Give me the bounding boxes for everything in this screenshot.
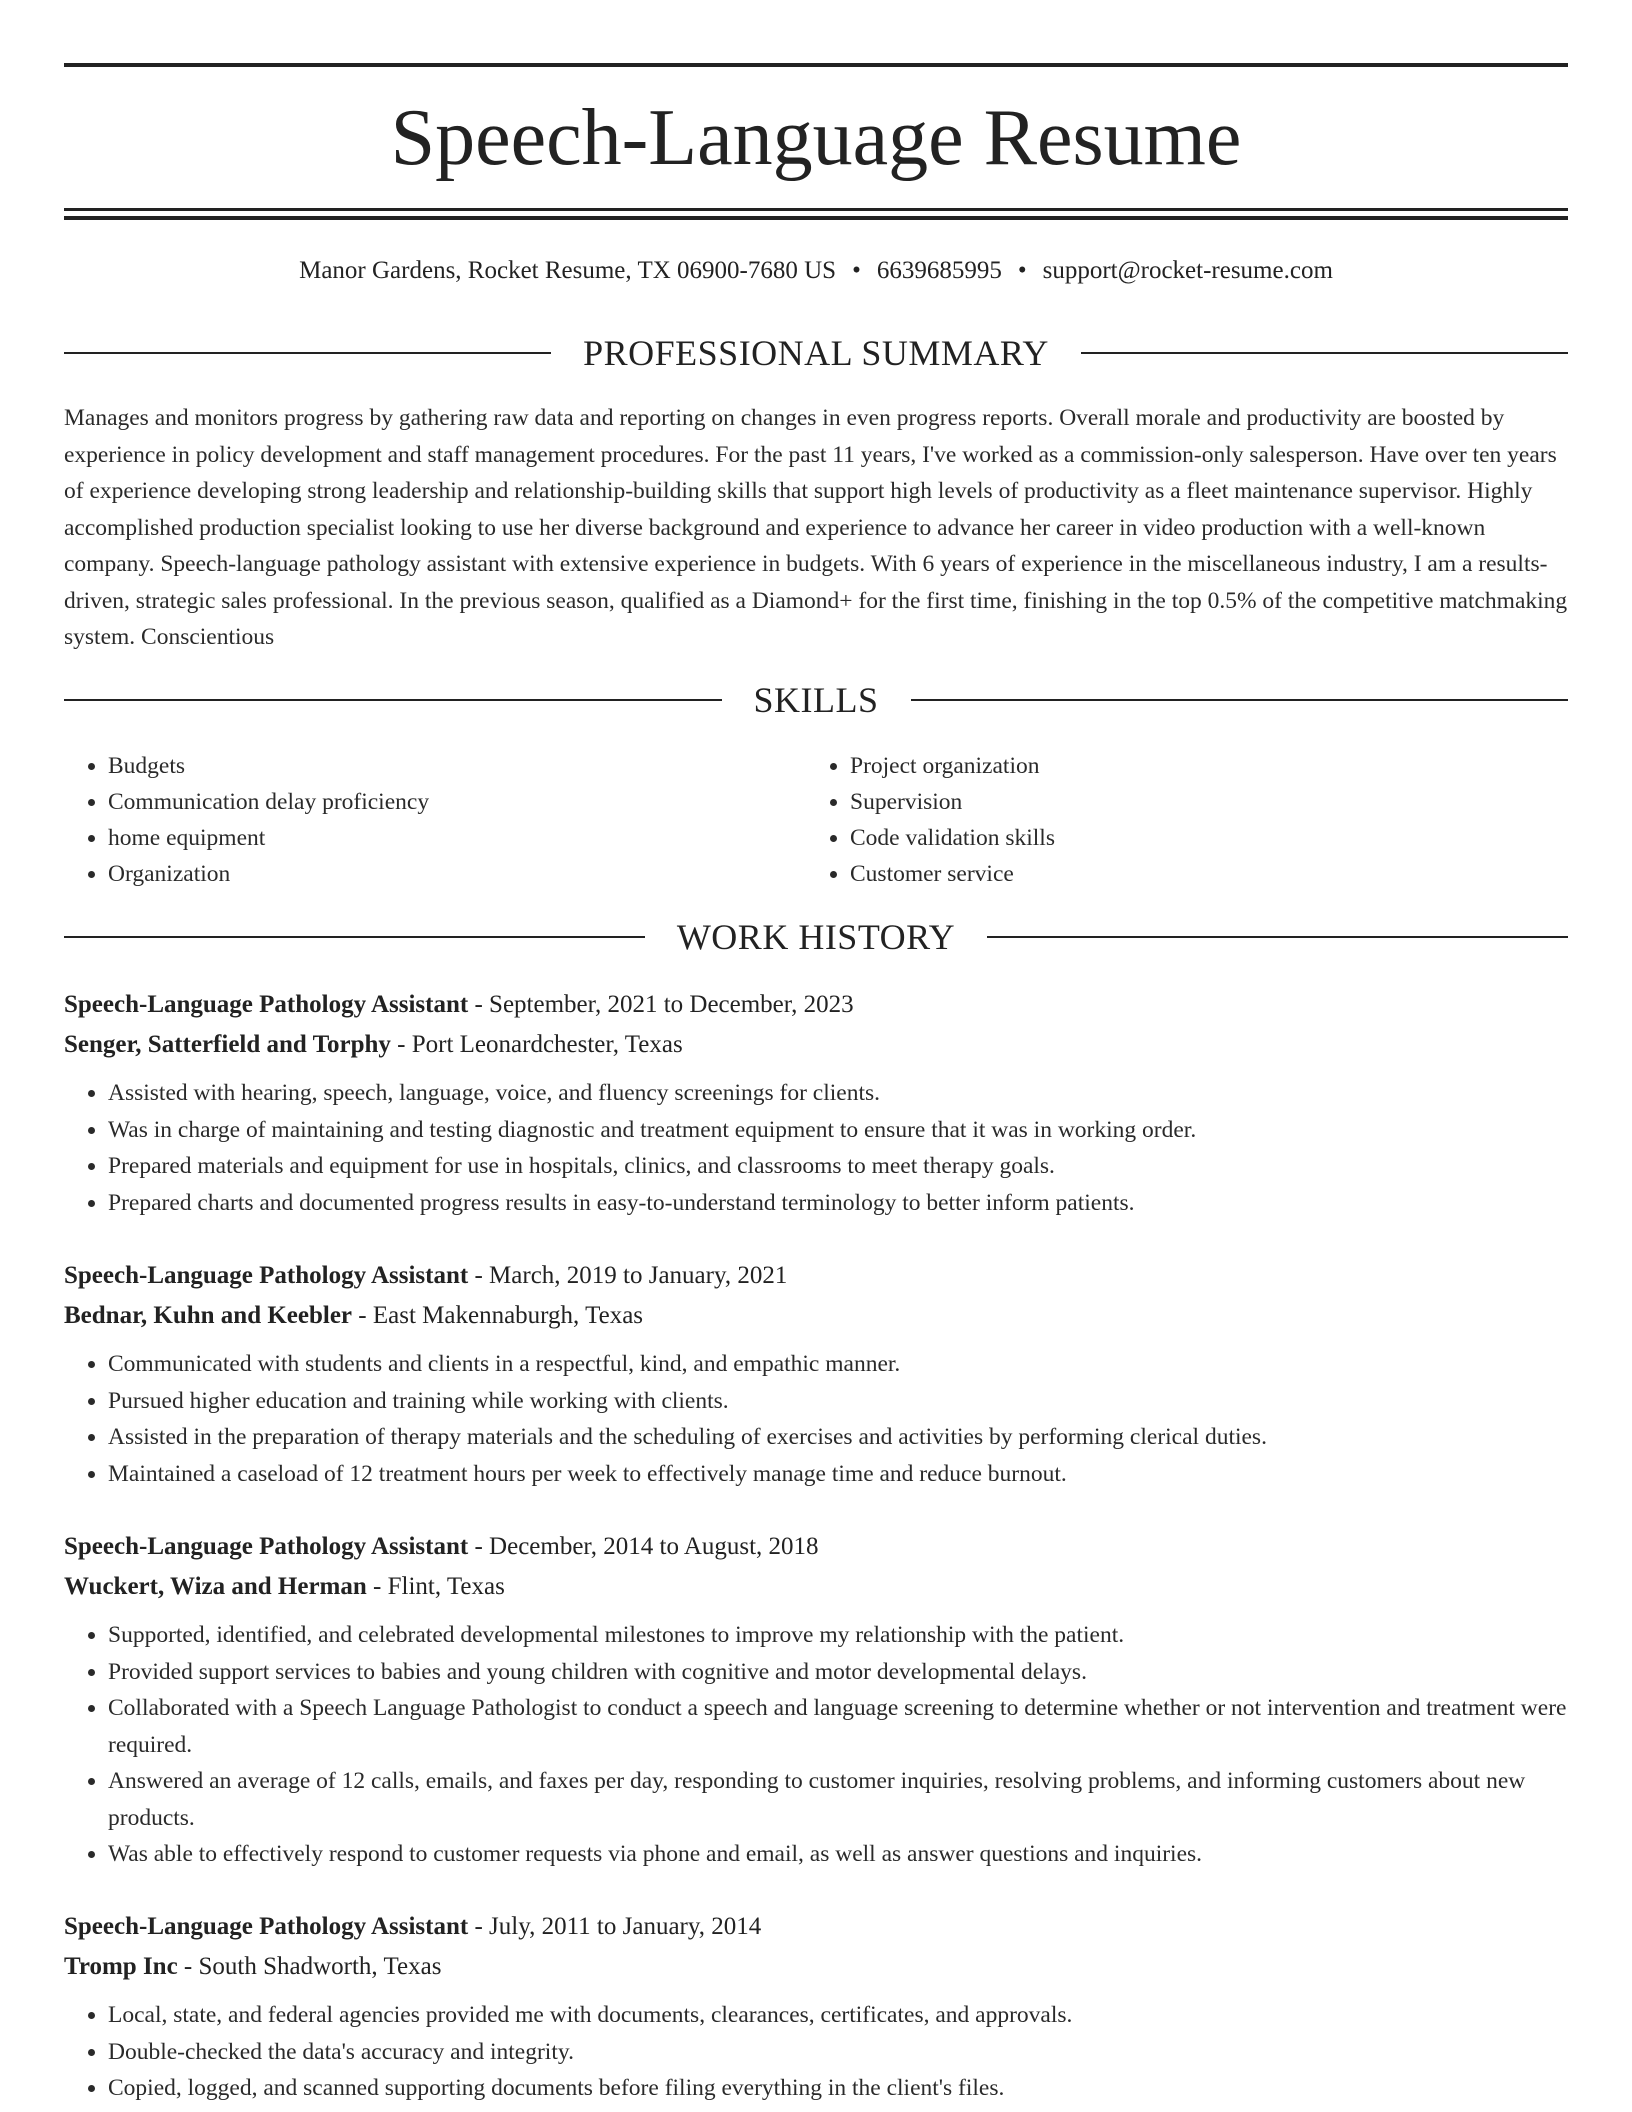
contact-separator: • (1017, 257, 1027, 284)
job-location: - Port Leonardchester, Texas (390, 1031, 683, 1058)
summary-heading (64, 331, 1568, 375)
heading-rule-left (64, 352, 551, 354)
job-bullet: • Double-checked the data's accuracy and integrity. (108, 2034, 1568, 2071)
job-bullet: • Collaborated with a Speech Language Pathologist to conduct a speech and language screening to determine whether or not intervention and treatment were required. (108, 1690, 1568, 1763)
work-history-heading-label: WORK HISTORY (676, 917, 956, 957)
skill-item: • Customer service (850, 856, 1548, 892)
job-dates: - September, 2021 to December, 2023 (468, 991, 854, 1018)
job-location: - South Shadworth, Texas (177, 1953, 442, 1980)
job-location: - Flint, Texas (366, 1573, 505, 1600)
summary-heading-label: PROFESSIONAL SUMMARY (583, 333, 1049, 373)
job-entry (64, 985, 1568, 1221)
job-title-line (64, 1527, 1568, 1567)
job-location: - East Makennaburgh, Texas (352, 1302, 644, 1329)
job-bullets (64, 1346, 1568, 1492)
job-bullet: • Maintained a caseload of 12 treatment hours per week to effectively manage time and reduce burnout. (108, 1456, 1568, 1493)
skills-list (64, 748, 1568, 892)
skills-heading (64, 678, 1568, 722)
contact-line (64, 254, 1568, 288)
job-title-line (64, 985, 1568, 1025)
heading-rule-right (1081, 352, 1568, 354)
job-title-line (64, 1907, 1568, 1947)
job-bullet: • Pursued higher education and training while working with clients. (108, 1383, 1568, 1420)
job-bullet: • Answered an average of 12 calls, emails, and faxes per day, responding to customer inquiries, resolving problems, and informing customers about new products. (108, 1763, 1568, 1836)
job-bullets (64, 1075, 1568, 1221)
job-company: Bednar, Kuhn and Keebler (64, 1302, 353, 1329)
job-dates: - July, 2011 to January, 2014 (468, 1913, 762, 1940)
skill-item: • Communication delay proficiency (108, 784, 806, 820)
job-title: Speech-Language Pathology Assistant (64, 1913, 469, 1940)
contact-email: support@rocket-resume.com (1042, 257, 1333, 284)
job-title: Speech-Language Pathology Assistant (64, 991, 469, 1018)
job-company-line (64, 1947, 1568, 1987)
title-rule-lower (64, 216, 1568, 220)
contact-address: Manor Gardens, Rocket Resume, TX 06900-7680 US (299, 257, 837, 284)
job-bullets (64, 1997, 1568, 2107)
summary-text: Manages and monitors progress by gathering raw data and reporting on changes in even progress reports. Overall morale and productivity are boosted by experience in policy development and staff management procedures. For the past 11 years, I've worked as a commission-only salesperson. Have over ten years of experience developing strong leadership and relationship-building skills that support high levels of productivity as a fleet maintenance supervisor. Highly accomplished production specialist looking to use her diverse background and experience to advance her career in video production with a well-known company. Speech-language pathology assistant with extensive experience in budgets. With 6 years of experience in the miscellaneous industry, I am a results-driven, strategic sales professional. In the previous season, qualified as a Diamond+ for the first time, finishing in the top 0.5% of the competitive matchmaking system. Conscientious (64, 405, 1568, 650)
skill-item: • Code validation skills (850, 820, 1548, 856)
job-bullet: • Prepared charts and documented progress results in easy-to-understand terminology to better inform patients. (108, 1185, 1568, 1222)
heading-rule-left (64, 936, 645, 938)
resume-title: Speech-Language Resume (390, 94, 1242, 182)
job-bullet: • Communicated with students and clients in a respectful, kind, and empathic manner. (108, 1346, 1568, 1383)
skills-heading-label: SKILLS (753, 680, 879, 720)
work-history-heading (64, 915, 1568, 959)
top-rule (64, 63, 1568, 67)
job-bullet: • Assisted with hearing, speech, language, voice, and fluency screenings for clients. (108, 1075, 1568, 1112)
job-entry (64, 1527, 1568, 1873)
job-bullet: • Was in charge of maintaining and testing diagnostic and treatment equipment to ensure that it was in working order. (108, 1112, 1568, 1149)
skill-item: • Organization (108, 856, 806, 892)
job-company-line (64, 1296, 1568, 1336)
job-bullet: • Assisted in the preparation of therapy materials and the scheduling of exercises and activities by performing clerical duties. (108, 1419, 1568, 1456)
job-bullet: • Local, state, and federal agencies provided me with documents, clearances, certificates, and approvals. (108, 1997, 1568, 2034)
job-dates: - March, 2019 to January, 2021 (468, 1262, 788, 1289)
heading-rule-right (911, 699, 1569, 701)
job-entry (64, 1907, 1568, 2107)
job-title-line (64, 1256, 1568, 1296)
skills-column-right (806, 748, 1548, 892)
skill-item: • Project organization (850, 748, 1548, 784)
job-bullet: • Prepared materials and equipment for use in hospitals, clinics, and classrooms to meet therapy goals. (108, 1148, 1568, 1185)
title-rule-upper (64, 208, 1568, 211)
skills-column-left (64, 748, 806, 892)
job-title: Speech-Language Pathology Assistant (64, 1533, 469, 1560)
job-company: Wuckert, Wiza and Herman (64, 1573, 367, 1600)
skill-item: • Supervision (850, 784, 1548, 820)
job-bullet: • Provided support services to babies and young children with cognitive and motor developmental delays. (108, 1654, 1568, 1691)
job-bullets (64, 1617, 1568, 1873)
job-company-line (64, 1025, 1568, 1065)
job-bullet: • Was able to effectively respond to customer requests via phone and email, as well as answer questions and inquiries. (108, 1836, 1568, 1873)
skill-item: • Budgets (108, 748, 806, 784)
job-title: Speech-Language Pathology Assistant (64, 1262, 469, 1289)
job-bullet: • Supported, identified, and celebrated developmental milestones to improve my relationship with the patient. (108, 1617, 1568, 1654)
job-company-line (64, 1567, 1568, 1607)
job-bullet: • Copied, logged, and scanned supporting documents before filing everything in the client's files. (108, 2070, 1568, 2107)
job-company: Tromp Inc (64, 1953, 178, 1980)
job-company: Senger, Satterfield and Torphy (64, 1031, 391, 1058)
heading-rule-right (987, 936, 1568, 938)
skill-item: • home equipment (108, 820, 806, 856)
contact-phone: 6639685995 (876, 257, 1002, 284)
job-entry (64, 1256, 1568, 1492)
job-dates: - December, 2014 to August, 2018 (468, 1533, 819, 1560)
contact-separator: • (852, 257, 861, 284)
heading-rule-left (64, 699, 722, 701)
